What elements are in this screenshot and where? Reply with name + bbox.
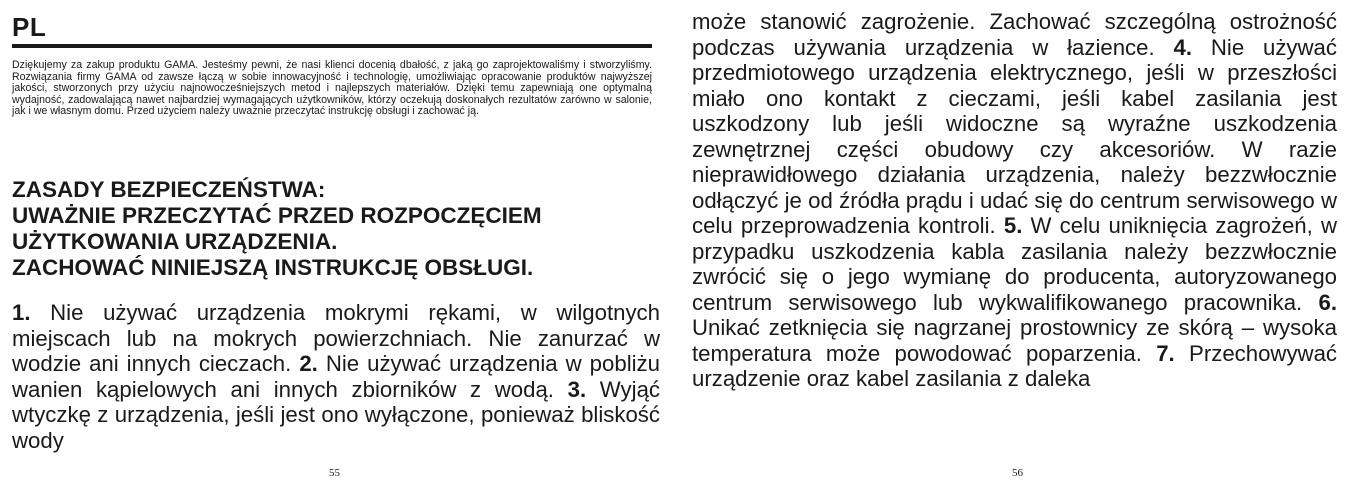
item-text: Nie używać przedmiotowego urządzenia elektrycznego, jeśli w przeszłości miało ono kontakt z cieczami, jeśli kabel zasilania jest uszkodzony lub jeśli widoczne są wyraźne uszkodzenia zewnętrznej części obudowy czy akcesoriów. W razie nieprawidłowego działania urządzenia, należy bezzwłocznie odłączyć je od źródła prądu i udać się do centrum serwisowego w celu przeprowadzenia kontroli. (692, 34, 1337, 238)
heading-line: ZACHOWAĆ NINIEJSZĄ INSTRUKCJĘ OBSŁUGI. (12, 255, 534, 280)
item-text: Nie używać urządzenia mokrymi rękami, w wilgotnych miejscach lub na mokrych powierzchniach. Nie zanurzać w wodzie ani innych cieczach. (12, 300, 660, 376)
item-text: Przechowywać urządzenie oraz kabel zasilania z daleka (692, 340, 1338, 391)
heading-rule (12, 44, 652, 48)
item-number: 7. (1156, 340, 1175, 366)
item-number: 3. (567, 376, 587, 402)
item-text: Unikać zetknięcia się nagrzanej prostownicy ze skórą – wysoka temperatura może powodować poparzenia. (692, 315, 1337, 366)
safety-instructions-right (692, 9, 1337, 392)
language-label: PL (12, 12, 47, 42)
page-number: 56 (1012, 467, 1023, 479)
item-number: 4. (1173, 34, 1193, 60)
item-number: 5. (1003, 213, 1023, 238)
page-number: 55 (329, 467, 340, 479)
heading-line: ZASADY BEZPIECZEŃSTWA: (12, 177, 326, 202)
item-number: 6. (1318, 289, 1337, 315)
item-number: 2. (299, 351, 318, 376)
item-text: może stanowić zagrożenie. Zachować szczególną ostrożność podczas używania urządzenia w łazience. (692, 9, 1337, 60)
item-text: Wyjąć wtyczkę z urządzenia, jeśli jest ono wyłączone, ponieważ bliskość wody (12, 376, 660, 453)
safety-heading (12, 177, 672, 281)
right-page (675, 0, 1350, 489)
heading-line: UWAŻNIE PRZECZYTAĆ PRZED ROZPOCZĘCIEM (12, 203, 542, 228)
intro-paragraph: Dziękujemy za zakup produktu GAMA. Jesteśmy pewni, że nasi klienci docenią dbałość, z jaką go zaprojektowaliśmy i stworzyliśmy. Rozwiązania firmy GAMA od zawsze łączą w sobie innowacyjność i technologię, umożliwiając opracowanie produktów najwyższej jakości, stworzonych przy użyciu najnowocześniejszych metod i najlepszych materiałów. Dzięki temu zapewniają one optymalną wydajność, zadowalającą nawet najbardziej wymagających użytkowników, którzy oczekują doskonałych rezultatów zarówno w salonie, jak i we własnym domu. Przed użyciem należy uważnie przeczytać instrukcję obsługi i zachować ją. (12, 59, 652, 118)
item-number: 1. (12, 300, 31, 325)
item-text: Nie używać urządzenia w pobliżu wanien kąpielowych ani innych zbiorników z wodą. (12, 351, 660, 402)
heading-line: UŻYTKOWANIA URZĄDZENIA. (12, 229, 338, 254)
safety-instructions-left (12, 300, 660, 453)
item-text: W celu uniknięcia zagrożeń, w przypadku uszkodzenia kabla zasilania należy bezzwłocznie zwrócić się o jego wymianę do producenta, autoryzowanego centrum serwisowego lub wykwalifikowanego pracownika. (692, 213, 1338, 315)
